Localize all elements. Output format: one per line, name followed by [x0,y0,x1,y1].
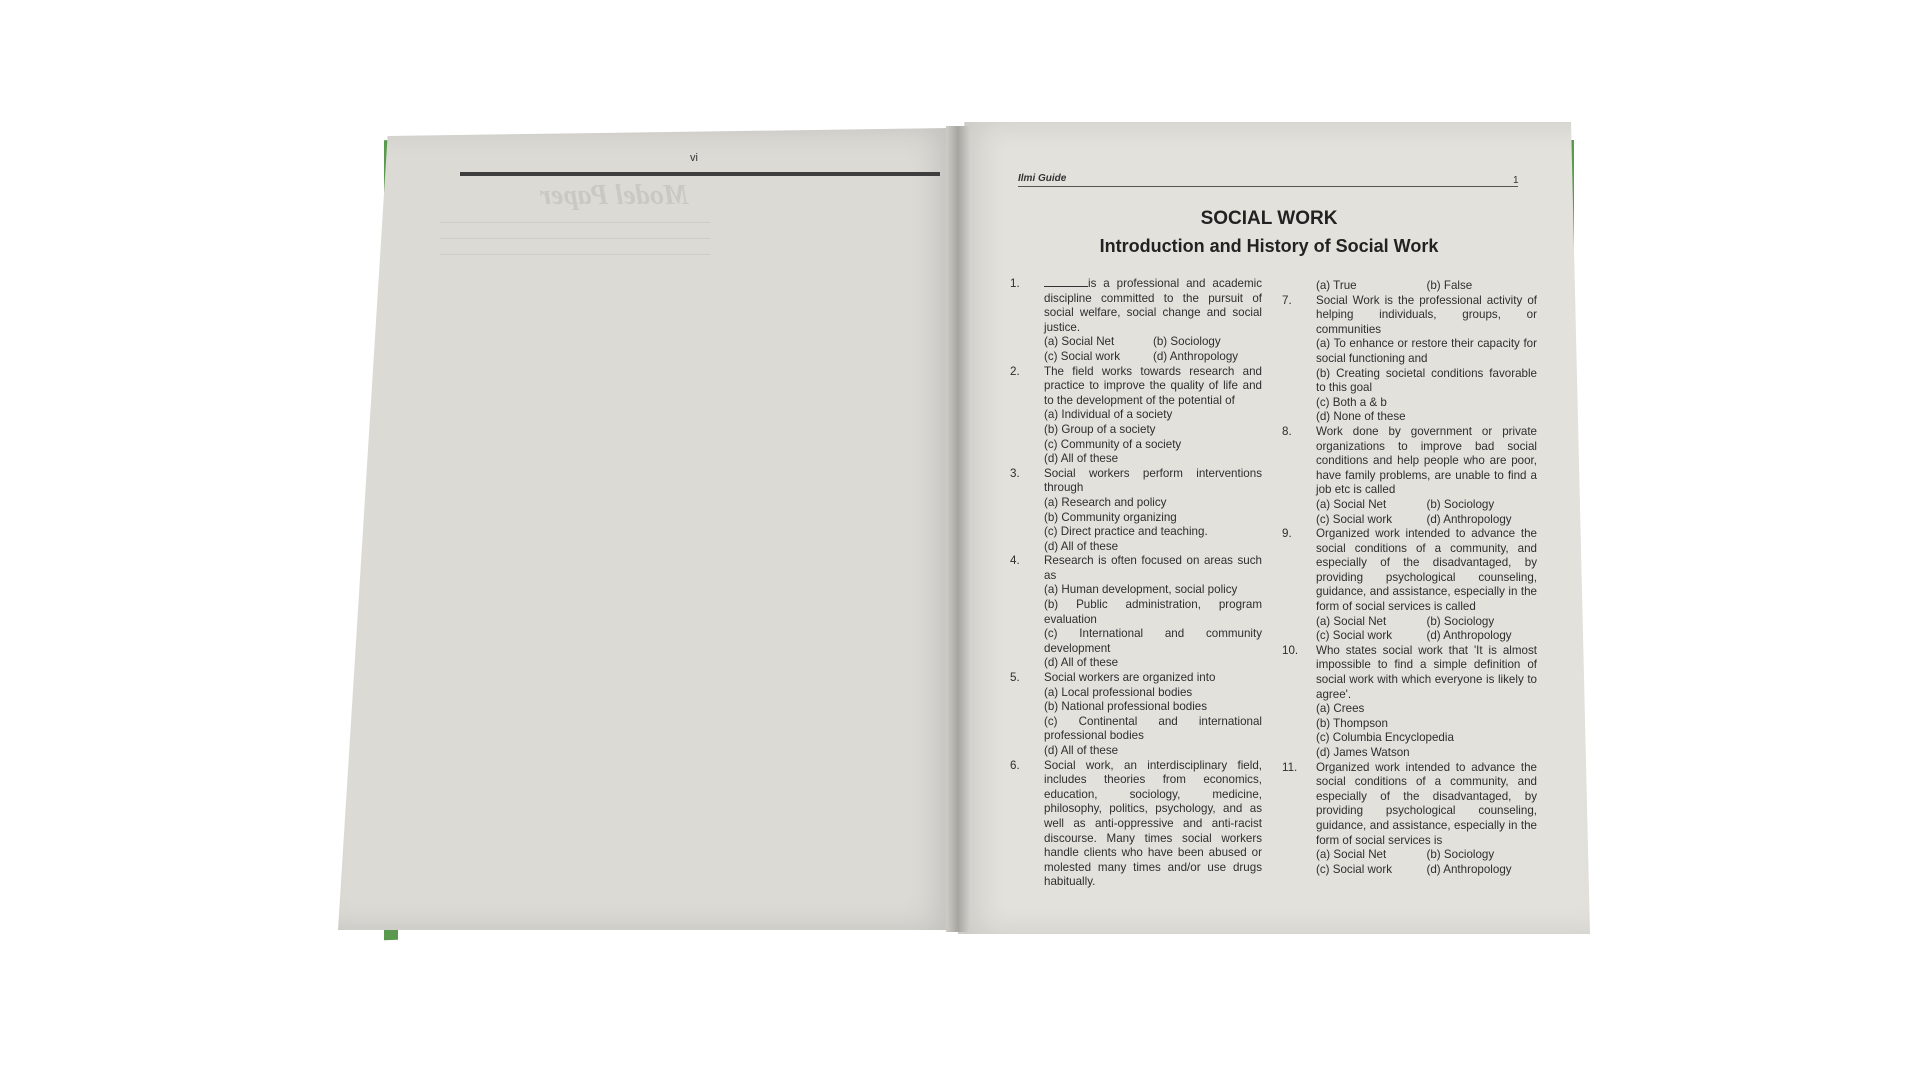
answer-option: (d) Anthropology [1426,512,1512,526]
right-page-number: 1 [1513,175,1519,186]
question-body [1044,277,1262,365]
question-column-left [1010,277,1262,890]
answer-option: (a) Research and policy [1044,495,1167,509]
question-body [1044,365,1262,467]
answer-option: (b) Thompson [1316,716,1388,730]
answer-option: (a) Human development, social policy [1044,583,1238,597]
question-text: Work done by government or private organizations to improve bad social conditions and help people who are poor, have family problems, are unable to find a job etc is called [1316,424,1537,497]
question-number: 3. [1010,466,1020,480]
bleed-through-line [440,222,710,223]
book-gutter [946,126,970,932]
answer-option: (c) Community of a society [1044,437,1182,451]
question-item [1282,644,1537,761]
question-item [1010,554,1262,671]
answer-option: (b) Group of a society [1044,422,1156,436]
question-number: 5. [1010,671,1020,685]
question-item [1282,279,1537,294]
question-text-content: is a professional and academic discipline committed to the pursuit of social welfare, social change and social justice. [1044,277,1262,334]
answer-option: (a) Social Net [1316,848,1387,862]
question-text: Social work, an interdisciplinary field, includes theories from economics, education, sociology, medicine, philosophy, politics, psychology, and as well as anti-oppressive and anti-racist discourse. Many times social workers handle clients who have been abused or molested many times and/or use drugs habitually. [1044,758,1262,889]
question-number [1282,279,1316,294]
answer-option: (d) All of these [1044,744,1119,757]
answer-option: (d) All of these [1044,656,1119,670]
answer-option: (d) None of these [1316,410,1406,424]
answer-option-row [1316,848,1537,863]
question-body [1316,279,1537,294]
answer-option: (c) Social work [1316,862,1393,876]
question-number: 10. [1282,643,1299,657]
question-item [1282,425,1537,527]
question-body [1044,671,1262,759]
right-page-header-rule [1018,186,1518,187]
chapter-title: SOCIAL WORK [1200,208,1338,229]
answer-option-row [1044,350,1262,365]
answer-option: (b) Community organizing [1044,510,1177,524]
answer-option-row [1316,629,1537,644]
answer-option: (c) Columbia Encyclopedia [1316,731,1454,745]
question-number: 4. [1010,554,1020,568]
question-text [1044,277,1262,335]
question-item [1010,467,1262,555]
question-number: 9. [1282,527,1292,541]
answer-option: (d) Anthropology [1153,349,1239,363]
fill-in-blank [1044,286,1088,287]
answer-option-row [1316,513,1537,528]
answer-option: (a) Social Net [1316,614,1387,628]
question-text: Organized work intended to advance the social conditions of a community, and especially of the disadvantaged, by providing psychological counseling, guidance, and assistance, especially in the form of social services is called [1316,527,1537,614]
question-body [1044,759,1262,890]
running-header: Ilmi Guide [1018,173,1067,184]
answer-option: (b) Sociology [1153,335,1221,349]
answer-option: (c) Direct practice and teaching. [1044,525,1208,539]
question-item [1282,761,1537,878]
answer-option: (d) All of these [1044,452,1119,466]
question-number: 11. [1282,760,1298,774]
answer-option: (a) True [1316,279,1357,292]
answer-option: (b) Sociology [1426,497,1495,511]
question-text: Research is often focused on areas such as [1044,554,1262,582]
question-item [1010,277,1262,365]
question-item [1010,671,1262,759]
answer-option-row [1316,863,1537,878]
question-body [1044,554,1262,671]
question-text: The field works towards research and practice to improve the quality of life and to the development of the potential of [1044,364,1262,407]
left-page-number: vi [690,152,698,164]
answer-option: (c) Both a & b [1316,395,1387,409]
answer-option-row [1316,498,1537,513]
question-text: Social workers are organized into [1044,671,1216,685]
question-text: Social Work is the professional activity of helping individuals, groups, or communities [1316,293,1537,336]
question-item [1010,365,1262,467]
question-text: Who states social work that 'It is almost impossible to find a simple definition of social work with which everyone is likely to agree'. [1316,643,1537,701]
question-number: 1. [1010,277,1020,290]
answer-option: (c) International and community development [1044,627,1262,655]
answer-option: (d) Anthropology [1426,629,1512,643]
question-body [1316,644,1537,761]
question-text: Organized work intended to advance the social conditions of a community, and especially of the disadvantaged, by providing psychological counseling, guidance, and assistance, especially in the form of social services is [1316,760,1537,847]
answer-option: (d) James Watson [1316,746,1410,759]
bleed-through-title: Model Paper [540,180,689,211]
question-number: 6. [1010,758,1020,772]
chapter-subtitle: Introduction and History of Social Work [1099,236,1439,256]
question-body [1316,761,1537,878]
answer-option-row [1316,279,1537,294]
answer-option: (d) All of these [1044,539,1119,553]
answer-option: (b) Creating societal conditions favorable to this goal [1316,366,1537,395]
question-item [1010,759,1262,890]
answer-option: (a) Crees [1316,702,1365,716]
bleed-through-line [440,254,710,255]
answer-option: (b) National professional bodies [1044,700,1208,714]
answer-option: (a) Local professional bodies [1044,685,1193,699]
question-body [1044,467,1262,555]
answer-option: (c) Social work [1316,512,1393,526]
left-page [338,128,958,930]
question-number: 2. [1010,364,1020,378]
answer-option: (c) Social work [1044,349,1121,363]
answer-option: (b) Public administration, program evaluation [1044,598,1262,626]
question-body [1316,294,1537,425]
answer-option: (a) Social Net [1316,497,1387,511]
left-page-header-rule [460,172,940,176]
answer-option: (a) To enhance or restore their capacity for social functioning and [1316,337,1537,365]
answer-option: (a) Individual of a society [1044,408,1173,422]
answer-option-row [1044,335,1262,350]
question-column-right [1282,279,1537,877]
question-body [1316,425,1537,527]
question-text: Social workers perform interventions through [1044,466,1262,495]
question-item [1282,294,1537,425]
question-item [1282,527,1537,644]
bleed-through-line [440,238,710,239]
answer-option: (b) Sociology [1426,614,1495,628]
question-body [1316,527,1537,644]
question-number: 7. [1282,293,1292,307]
answer-option-row [1316,615,1537,630]
answer-option: (c) Social work [1316,629,1393,643]
answer-option: (b) False [1426,279,1473,292]
answer-option: (a) Social Net [1044,335,1115,349]
answer-option: (c) Continental and international professional bodies [1044,714,1262,743]
answer-option: (b) Sociology [1426,848,1495,862]
answer-option: (d) Anthropology [1426,862,1512,876]
question-number: 8. [1282,424,1292,438]
